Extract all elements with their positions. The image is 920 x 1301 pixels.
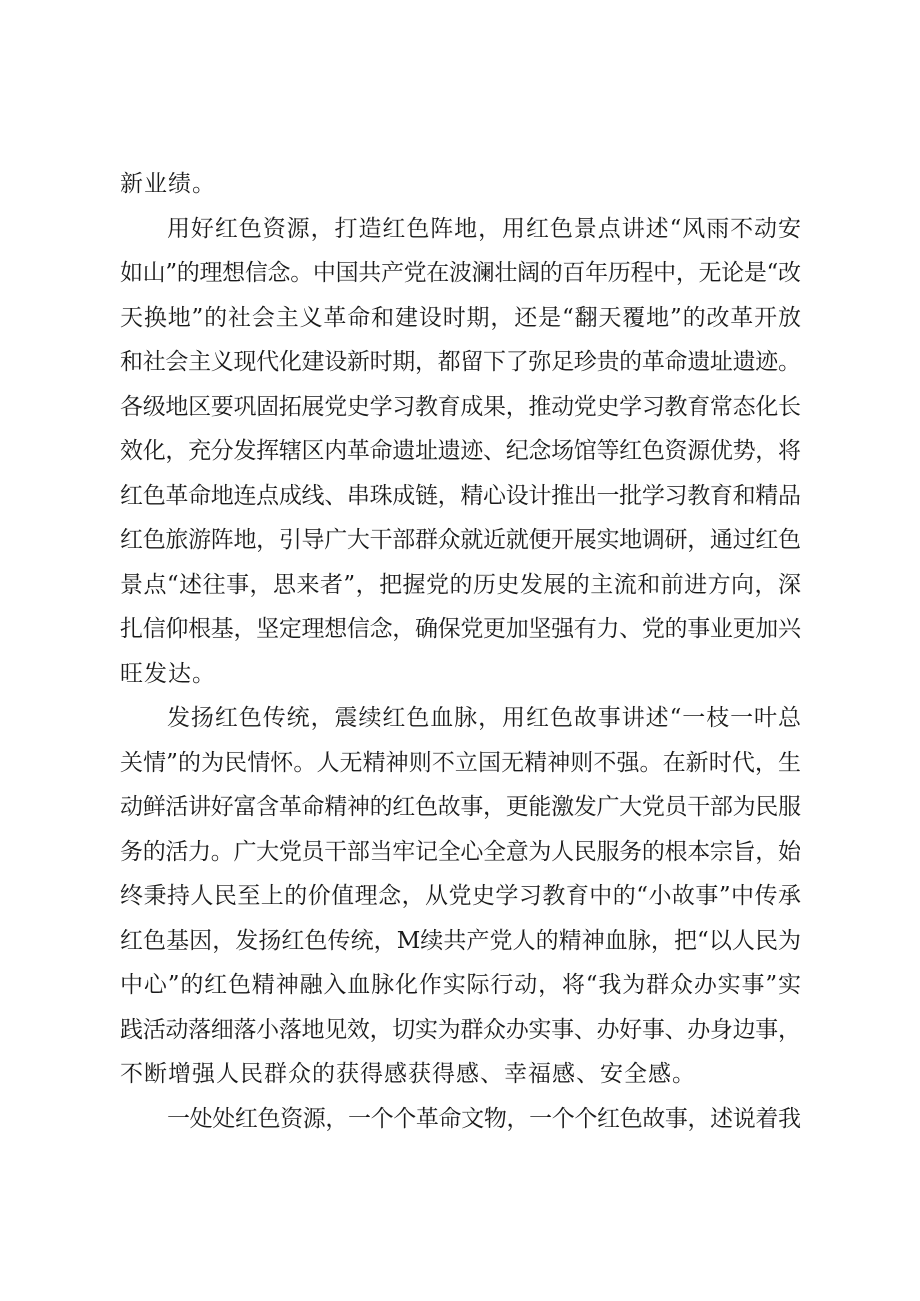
paragraph-2-first-line xyxy=(0,698,920,738)
text-line xyxy=(0,431,920,471)
line-text: 扎信仰根基，坚定理想信念，确保党更加坚强有力、党的事业更加兴 xyxy=(120,616,801,642)
line-text: 务的活力。广大党员干部当牢记全心全意为人民服务的根本宗旨，始 xyxy=(120,839,801,865)
text-line xyxy=(0,787,920,827)
text-line xyxy=(0,342,920,382)
line-text: 一处处红色资源，一个个革命文物，一个个红色故事，述说着我 xyxy=(167,1106,801,1132)
line-text: 中心”的红色精神融入血脉化作实际行动，将“我为群众办实事”实 xyxy=(120,972,802,998)
line-text: 不断增强人民群众的获得感获得感、幸福感、安全感。 xyxy=(120,1061,696,1087)
line-text: 和社会主义现代化建设新时期，都留下了弥足珍贵的革命遗址遗迹。 xyxy=(120,349,801,375)
text-line xyxy=(0,654,920,694)
line-text: 发扬红色传统，震续红色血脉，用红色故事讲述“一枝一叶总 xyxy=(167,705,802,731)
line-text: 新业绩。 xyxy=(120,171,216,197)
text-line xyxy=(0,1010,920,1050)
line-text: 关情”的为民情怀。人无精神则不立国无精神则不强。在新时代，生 xyxy=(120,750,802,776)
text-line xyxy=(0,520,920,560)
text-line xyxy=(0,565,920,605)
line-text: 践活动落细落小落地见效，切实为群众办实事、办好事、办身边事， xyxy=(120,1017,801,1043)
line-text: 红色基因，发扬红色传统，M续共产党人的精神血脉，把“以人民为 xyxy=(120,928,802,954)
text-line xyxy=(0,921,920,961)
line-text: 效化，充分发挥辖区内革命遗址遗迹、纪念场馆等红色资源优势，将 xyxy=(120,438,801,464)
line-text: 红色旅游阵地，引导广大干部群众就近就便开展实地调研，通过红色 xyxy=(120,527,801,553)
text-line xyxy=(0,298,920,338)
line-text: 旺发达。 xyxy=(120,661,216,687)
text-line xyxy=(0,253,920,293)
paragraph-1-first-line xyxy=(0,209,920,249)
text-line xyxy=(0,832,920,872)
line-text: 用好红色资源，打造红色阵地，用红色景点讲述“风雨不动安 xyxy=(167,216,802,242)
paragraph-3-first-line xyxy=(0,1099,920,1139)
line-text: 景点“述往事，思来者”，把握党的历史发展的主流和前进方向，深 xyxy=(120,572,802,598)
text-line xyxy=(0,164,920,204)
text-line xyxy=(0,609,920,649)
line-text: 天换地”的社会主义革命和建设时期，还是“翻天覆地”的改革开放 xyxy=(120,305,802,331)
text-line xyxy=(0,743,920,783)
text-line xyxy=(0,1054,920,1094)
line-text: 终秉持人民至上的价值理念，从党史学习教育中的“小故事”中传承 xyxy=(120,883,802,909)
line-text: 如山”的理想信念。中国共产党在波澜壮阔的百年历程中，无论是“改 xyxy=(120,260,801,286)
text-line xyxy=(0,965,920,1005)
line-text: 动鲜活讲好富含革命精神的红色故事，更能激发广大党员干部为民服 xyxy=(120,794,801,820)
text-line xyxy=(0,876,920,916)
text-line xyxy=(0,387,920,427)
text-line xyxy=(0,476,920,516)
line-text: 红色革命地连点成线、串珠成链，精心设计推出一批学习教育和精品 xyxy=(120,483,801,509)
line-text: 各级地区要巩固拓展党史学习教育成果，推动党史学习教育常态化长 xyxy=(120,394,801,420)
